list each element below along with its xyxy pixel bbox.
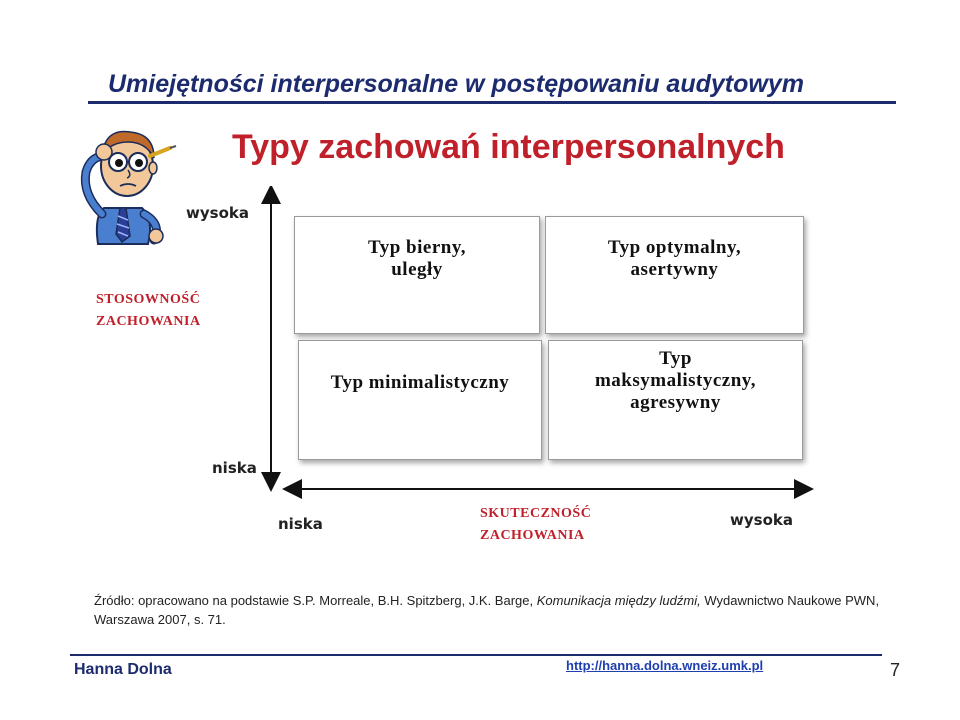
slide-title: Typy zachowań interpersonalnych [232, 128, 785, 166]
y-axis-title-line1: STOSOWNOŚĆ [96, 292, 201, 307]
quadrant-bottom-right-line1: Typ [659, 348, 692, 369]
y-axis-title-line2: ZACHOWANIA [96, 314, 201, 329]
x-axis-high-label: wysoka [730, 511, 793, 529]
x-axis-title-line1: SKUTECZNOŚĆ [480, 506, 592, 521]
y-axis-high-label: wysoka [186, 204, 249, 222]
page-number: 7 [890, 660, 901, 680]
source-prefix: Źródło: opracowano na podstawie S.P. Morreale, B.H. Spitzberg, J.K. Barge, [94, 593, 537, 608]
quadrant-top-right-line2: asertywny [630, 259, 719, 280]
source-suffix: Wydawnictwo Naukowe PWN, Warszawa 2007, s. 71. [94, 593, 880, 627]
footer-url-link[interactable]: http://hanna.dolna.wneiz.umk.pl [566, 658, 764, 673]
quadrant-bottom-right [548, 340, 803, 460]
quadrant-top-left-line1: Typ bierny, [367, 237, 467, 258]
header-divider [88, 101, 896, 104]
quadrant-top-right-line1: Typ optymalny, [607, 237, 742, 258]
x-axis-title-line2: ZACHOWANIA [480, 528, 585, 543]
source-book-title: Komunikacja między ludźmi, [536, 593, 701, 608]
quadrant-bottom-left-line1: Typ minimalistyczny [330, 372, 510, 393]
quadrant-bottom-left [298, 340, 542, 460]
quadrant-top-right [545, 216, 804, 334]
footer-divider [70, 654, 882, 656]
footer-author: Hanna Dolna [74, 661, 172, 678]
quadrant-top-left-line2: uległy [391, 259, 443, 280]
header-title: Umiejętności interpersonalne w postępowaniu audytowym [108, 70, 804, 98]
quadrant-top-left [294, 216, 540, 334]
x-axis-title [480, 503, 591, 547]
y-axis-title [96, 289, 201, 333]
quadrant-bottom-right-line3: agresywny [630, 392, 721, 413]
y-axis-low-label: niska [212, 459, 257, 477]
quadrant-bottom-right-line2: maksymalistyczny, [594, 370, 757, 391]
x-axis-low-label: niska [278, 515, 323, 533]
thinking-man-icon [72, 124, 182, 250]
source-note [94, 591, 894, 629]
